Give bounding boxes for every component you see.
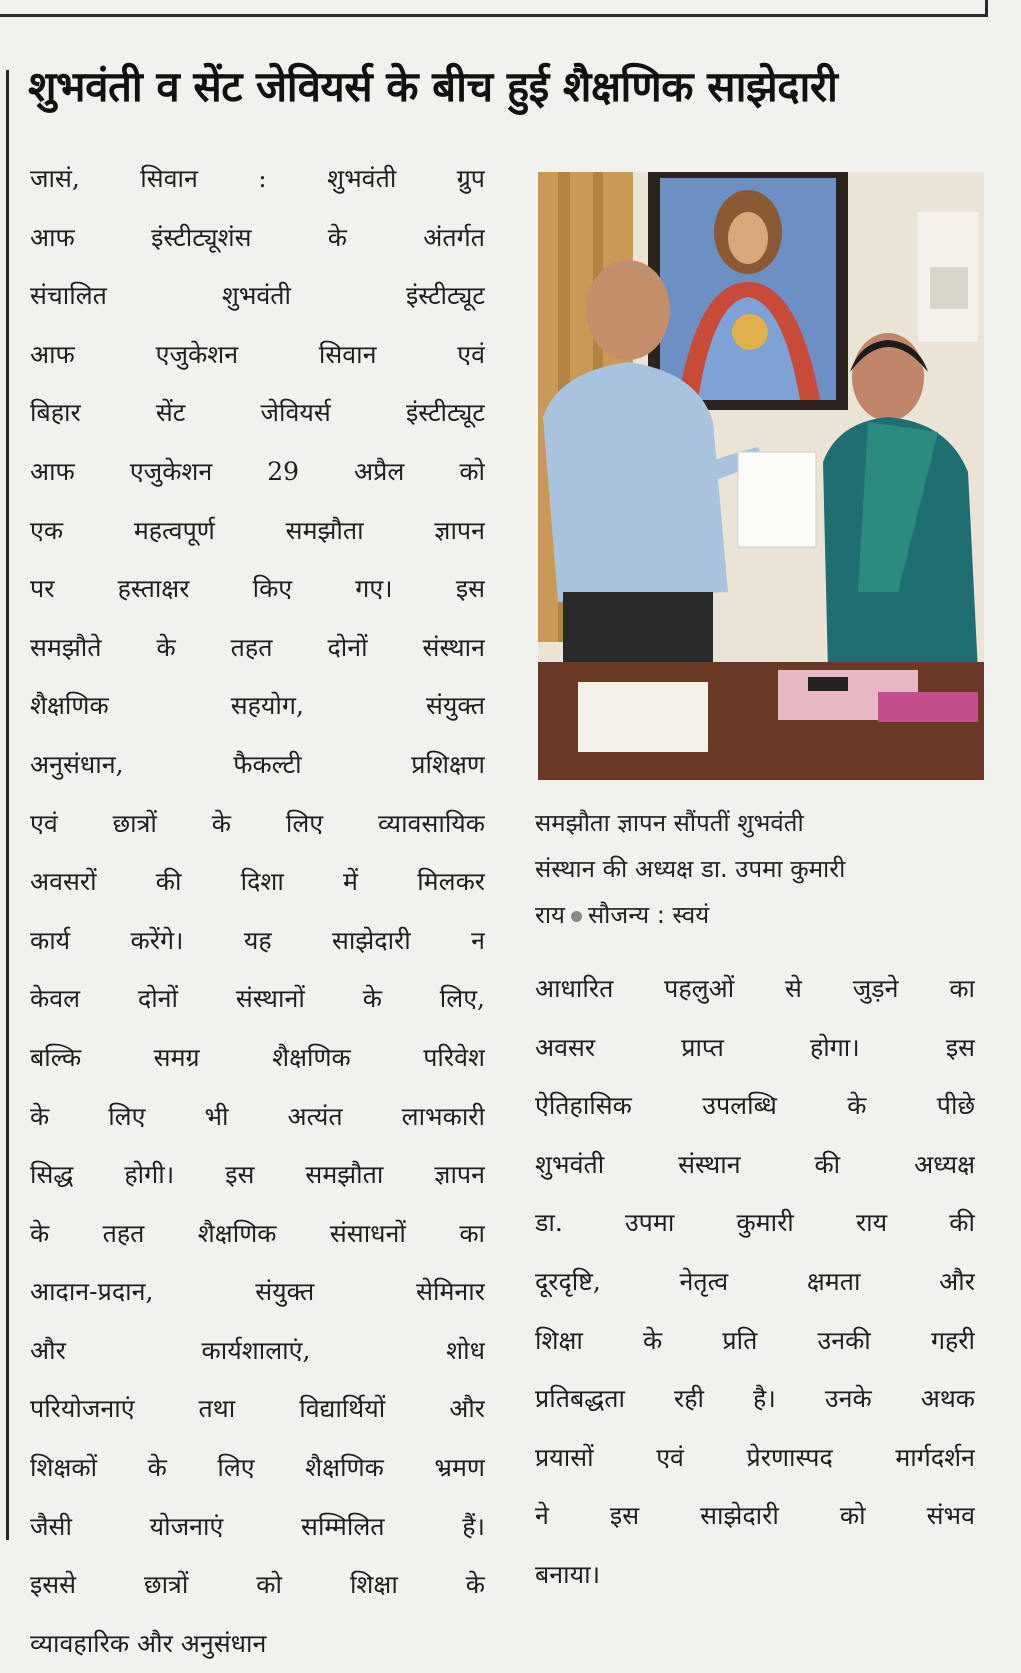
body-text-line: बिहार सेंट जेवियर्स इंस्टीट्यूट: [30, 398, 485, 428]
body-text-line: संचालित शुभवंती इंस्टीट्यूट: [30, 281, 485, 311]
body-text-line: केवल दोनों संस्थानों के लिए,: [30, 984, 485, 1014]
body-text-line: अवसरों की दिशा में मिलकर: [30, 867, 485, 897]
body-text-line: सिद्ध होगी। इस समझौता ज्ञापन: [30, 1160, 485, 1190]
article-body-left-column: [30, 150, 485, 1673]
photo-credit: सौजन्य : स्वयं: [587, 901, 710, 929]
photo-document: [738, 452, 816, 547]
body-text-line: प्रयासों एवं प्रेरणास्पद मार्गदर्शन: [535, 1442, 975, 1472]
body-text-line: बनाया।: [535, 1559, 601, 1589]
photo-painting-heart: [732, 314, 768, 350]
body-text-line: बल्कि समग्र शैक्षणिक परिवेश: [30, 1042, 485, 1072]
body-text-line: प्रतिबद्धता रही है। उनके अथक: [535, 1384, 975, 1414]
photo-desk-folder: [878, 692, 978, 722]
body-text-line: कार्य करेंगे। यह साझेदारी न: [30, 925, 485, 955]
photo-painting-face: [728, 212, 768, 264]
body-text-line: ने इस साझेदारी को संभव: [535, 1501, 975, 1531]
body-text-line: शिक्षा के प्रति उनकी गहरी: [535, 1325, 975, 1355]
body-text-line: शिक्षकों के लिए शैक्षणिक भ्रमण: [30, 1453, 485, 1483]
body-text-line: एक महत्वपूर्ण समझौता ज्ञापन: [30, 515, 485, 545]
body-text-line: के लिए भी अत्यंत लाभकारी: [30, 1101, 485, 1131]
photo-desk-remote: [808, 677, 848, 691]
photo-caption: [535, 800, 985, 938]
photo-illustration: [538, 172, 984, 780]
photo-man-shirt: [543, 362, 728, 602]
body-text-line: परियोजनाएं तथा विद्यार्थियों और: [30, 1394, 485, 1424]
body-text-line: अनुसंधान, फैकल्टी प्रशिक्षण: [30, 749, 485, 779]
photo-wall-switch: [930, 267, 968, 309]
left-border-rule: [6, 70, 9, 1540]
caption-line-credit: [535, 892, 985, 938]
body-text-line: आफ इंस्टीट्यूशंस के अंतर्गत: [30, 222, 485, 252]
body-text-line: समझौते के तहत दोनों संस्थान: [30, 632, 485, 662]
body-text-line: व्यावहारिक और अनुसंधान: [30, 1628, 267, 1658]
body-text-line: एवं छात्रों के लिए व्यावसायिक: [30, 808, 485, 838]
body-text-line: जैसी योजनाएं सम्मिलित हैं।: [30, 1511, 485, 1541]
body-text-line: शैक्षणिक सहयोग, संयुक्त: [30, 691, 485, 721]
body-text-line: अवसर प्राप्त होगा। इस: [535, 1032, 975, 1062]
body-text-line: आफ एजुकेशन सिवान एवं: [30, 339, 485, 369]
bullet-dot-icon: [571, 911, 582, 922]
photo-man-head: [586, 260, 670, 360]
top-border-rule: [0, 0, 988, 17]
body-text-line: आदान-प्रदान, संयुक्त सेमिनार: [30, 1277, 485, 1307]
body-text-line: के तहत शैक्षणिक संसाधनों का: [30, 1218, 485, 1248]
body-text-line: पर हस्ताक्षर किए गए। इस: [30, 574, 485, 604]
body-text-line: डा. उपमा कुमारी राय की: [535, 1208, 975, 1238]
body-text-line: आफ एजुकेशन 29 अप्रैल को: [30, 456, 485, 486]
article-body-right-column: [535, 960, 975, 1605]
photo-desk-paper: [578, 682, 708, 752]
body-text-line: ऐतिहासिक उपलब्धि के पीछे: [535, 1091, 975, 1121]
body-text-line: दूरदृष्टि, नेतृत्व क्षमता और: [535, 1266, 975, 1296]
caption-line: समझौता ज्ञापन सौंपतीं शुभवंती: [535, 809, 804, 837]
body-text-line: जासं, सिवान : शुभवंती ग्रुप: [30, 164, 485, 193]
caption-tail: राय: [535, 901, 565, 929]
body-text-line: आधारित पहलुओं से जुड़ने का: [535, 974, 975, 1003]
news-photo: [538, 172, 984, 780]
body-text-line: और कार्यशालाएं, शोध: [30, 1335, 485, 1365]
body-text-line: शुभवंती संस्थान की अध्यक्ष: [535, 1149, 975, 1179]
caption-line: संस्थान की अध्यक्ष डा. उपमा कुमारी: [535, 855, 846, 883]
body-text-line: इससे छात्रों को शिक्षा के: [30, 1570, 485, 1600]
article-headline: शुभवंती व सेंट जेवियर्स के बीच हुई शैक्षणिक साझेदारी: [28, 62, 838, 111]
